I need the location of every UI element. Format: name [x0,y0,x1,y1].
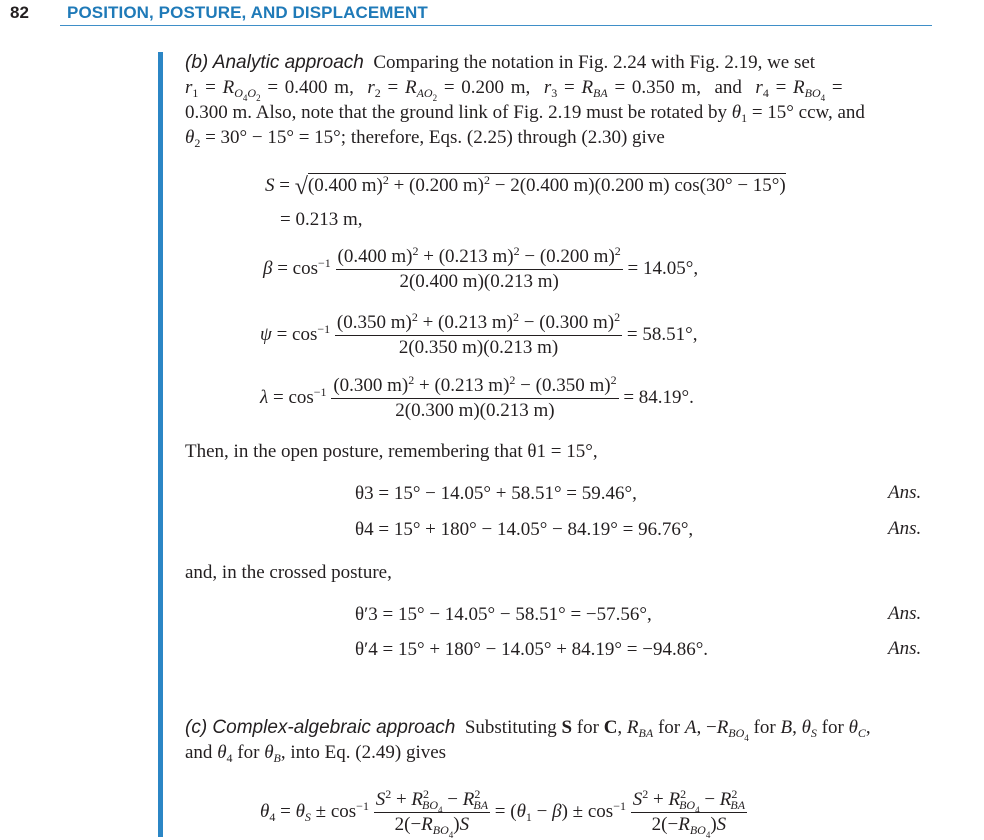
part-b-heading: (b) Analytic approach [185,52,364,73]
theta4-open: θ4 = 15° + 180° − 14.05° − 84.19° = 96.76°, [355,519,694,540]
ans-label-theta4-crossed: Ans. [888,638,922,659]
equation-s-result: = 0.213 m, [280,209,363,230]
crossed-posture-intro: and, in the crossed posture, [185,562,392,583]
lambda-result: = 84.19°. [623,386,694,408]
part-b-line-4: $\theta_2 = 30^\circ - 15^\circ = 15^\circ$; therefore, Eqs. (2.25) through (2.30) give [185,127,665,150]
part-b-line-2: $r_1 = R_{O_4O_2} = 0.400$ m, $r_2 = R_{AO_2} = 0.200$ m, $r_3 = R_{BA} = 0.350$ m, and $r_4 = R_{BO_4}$ = [185,77,843,103]
page-header [0,0,984,30]
part-c-line-1: (c) Complex-algebraic approach Substituting S for C, $R_{BA}$ for A, $-R_{BO_4}$ for B, $\theta_S$ for $\theta_C$, [185,717,871,743]
equation-s: S = √(0.400 m)$^2$ + (0.200 m)$^2$ − 2(0.400 m)(0.200 m) cos(30° − 15°) [265,173,786,200]
header-rule [60,25,932,26]
page-number: 82 [10,3,29,22]
ans-label-theta3: Ans. [888,482,922,503]
equation-theta4-complex: $\theta_4 = \theta_S \pm \cos^{-1}$ $\frac{S^2 + R^2_{BO_4} - R^2_{BA}}{2(-R_{BO_4})S}$ = $(\theta_1 - \beta) \pm \cos^{-1}$ $\frac{S^2 + R^2_{BO_4} - R^2_{BA}}{2(-R_{BO_4})S}$ [260,787,746,840]
beta-result: = 14.05°, [627,257,699,279]
chapter-title: POSITION, POSTURE, AND DISPLACEMENT [67,3,428,22]
part-c-line-2: and $\theta_4$ for $\theta_B$, into Eq. (2.49) gives [185,742,447,765]
ans-label-theta3-crossed: Ans. [888,603,922,624]
part-b-line-3: 0.300 m. Also, note that the ground link of Fig. 2.19 must be rotated by $\theta_1 = 15^\circ$ ccw, and [185,102,865,125]
ans-label-theta4: Ans. [888,518,922,539]
open-posture-intro: Then, in the open posture, remembering that θ1 = 15°, [185,441,598,462]
equation-psi: $\psi = \cos^{-1}$ $\frac{(0.350 m)^2 + (0.213 m)^2 - (0.300 m)^2}{2(0.350 m)(0.213 m)}$ = 58.51°, [260,310,698,358]
theta3-crossed: θ′3 = 15° − 14.05° − 58.51° = −57.56°, [355,604,652,625]
part-b-line-1: (b) Analytic approach Comparing the notation in Fig. 2.24 with Fig. 2.19, we set [185,52,816,73]
equation-lambda: $\lambda = \cos^{-1}$ $\frac{(0.300 m)^2 + (0.213 m)^2 - (0.350 m)^2}{2(0.300 m)(0.213 m)}$ = 84.19°. [260,373,694,421]
equation-beta: $\beta = \cos^{-1}$ $\frac{(0.400 m)^2 + (0.213 m)^2 - (0.200 m)^2}{2(0.400 m)(0.213 m)}$ = 14.05°, [263,244,699,292]
theta3-open: θ3 = 15° − 14.05° + 58.51° = 59.46°, [355,483,637,504]
theta4-crossed: θ′4 = 15° + 180° − 14.05° + 84.19° = −94.86°. [355,639,709,660]
psi-result: = 58.51°, [626,323,698,345]
example-margin-bar [158,52,163,837]
part-c-heading: (c) Complex-algebraic approach [185,717,456,738]
